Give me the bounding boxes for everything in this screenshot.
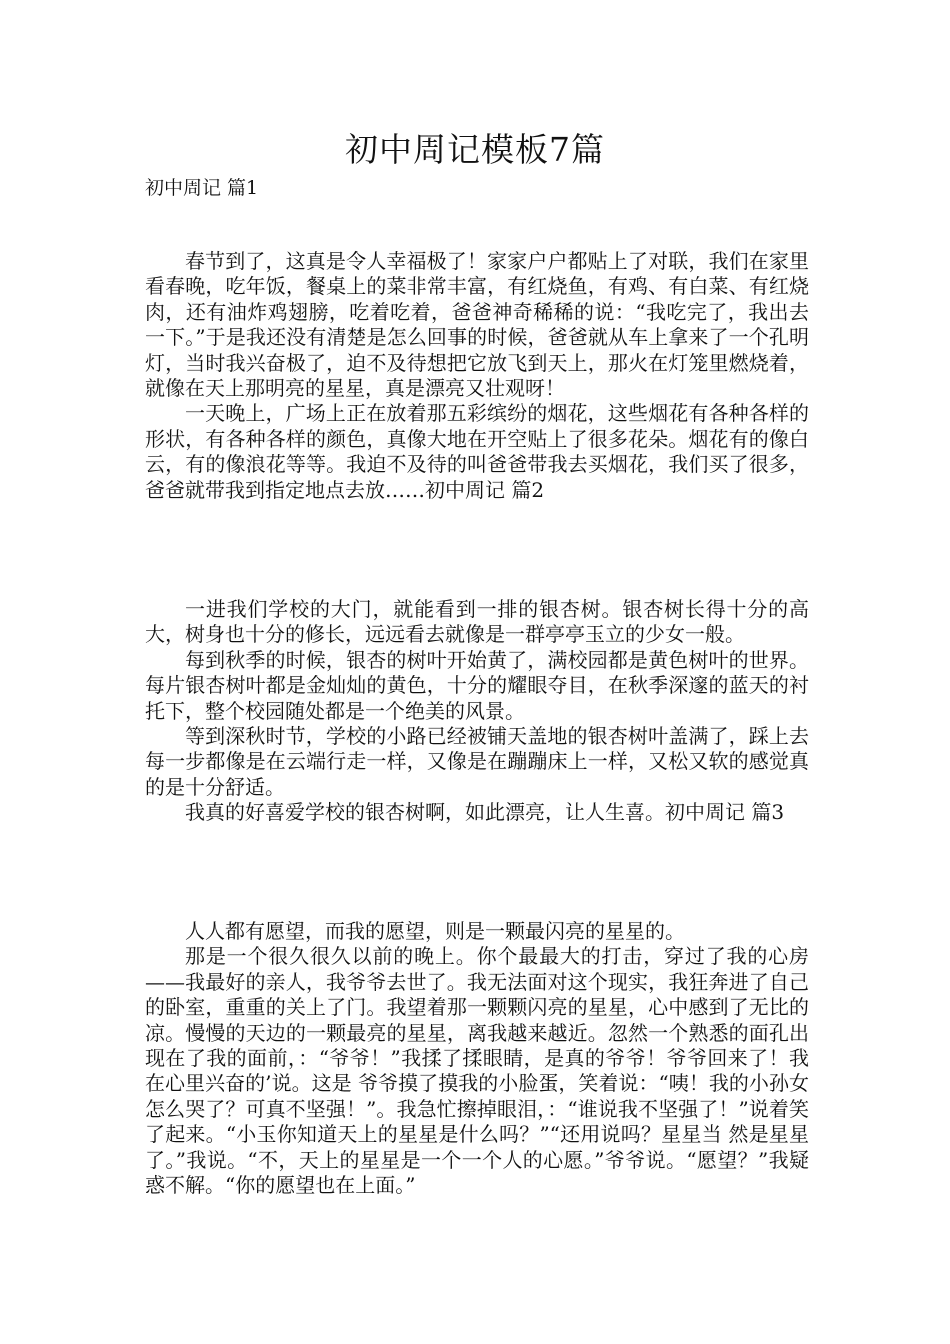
paragraph: 一天晚上，广场上正在放着那五彩缤纷的烟花，这些烟花有各种各样的形状，有各种各样的颜色，真像大地在开空贴上了很多花朵。烟花有的像白云，有的像浪花等等。我迫不及待的叫爸爸带我去买烟花，我们买了很多，爸爸就带我到指定地点去放……初中周记 篇2: [145, 401, 809, 502]
paragraph: 那是一个很久很久以前的晚上。你个最最大的打击，穿过了我的心房——我最好的亲人，我爷爷去世了。我无法面对这个现实，我狂奔进了自己的卧室，重重的关上了门。我望着那一颗颗闪亮的星星，心中感到了无比的凉。慢慢的天边的一颗最亮的星星，离我越来越近。忽然一个熟悉的面孔出现在了我的面前，：“爷爷！”我揉了揉眼睛，是真的爷爷！爷爷回来了！我在心里兴奋的’说。这是 爷爷摸了摸我的小脸蛋，笑着说：“咦！我的小孙女怎么哭了？可真不坚强！”。我急忙擦掉眼泪，：“谁说我不坚强了！”说着笑了起来。“小玉你知道天上的星星是什么吗？”“还用说吗？星星当 然是星星了。”我说。“不，天上的星星是一个一个人的心愿。”爷爷说。“愿望？”我疑惑不解。“你的愿望也在上面。”: [145, 944, 809, 1198]
paragraph: 每到秋季的时候，银杏的树叶开始黄了，满校园都是黄色树叶的世界。每片银杏树叶都是金灿灿的黄色，十分的耀眼夺目，在秋季深邃的蓝天的衬托下，整个校园随处都是一个绝美的风景。: [145, 647, 809, 723]
paragraph: 一进我们学校的大门，就能看到一排的银杏树。银杏树长得十分的高大，树身也十分的修长，远远看去就像是一群亭亭玉立的少女一般。: [145, 597, 809, 647]
paragraph: 等到深秋时节，学校的小路已经被铺天盖地的银杏树叶盖满了，踩上去每一步都像是在云端行走一样，又像是在蹦蹦床上一样，又松又软的感觉真的是十分舒适。: [145, 724, 809, 799]
paragraph: 人人都有愿望，而我的愿望，则是一颗最闪亮的星星的。: [185, 919, 685, 943]
section-3-body: [145, 919, 809, 1198]
document-title: 初中周记模板7篇: [345, 130, 605, 169]
section-heading-1: 初中周记 篇1: [145, 177, 259, 199]
paragraph: 春节到了，这真是令人幸福极了！家家户户都贴上了对联，我们在家里看春晚，吃年饭，餐桌上的菜非常丰富，有红烧鱼，有鸡、有白菜、有红烧肉，还有油炸鸡翅膀，吃着吃着，爸爸神奇稀稀的说：“我吃完了，我出去一下。”于是我还没有清楚是怎么回事的时候，爸爸就从车上拿来了一个孔明灯，当时我兴奋极了，迫不及待想把它放飞到天上，那火在灯笼里燃烧着，就像在天上那明亮的星星，真是漂亮又壮观呀！: [145, 249, 809, 401]
section-2-body: [145, 597, 809, 826]
section-1-body: [145, 249, 809, 503]
paragraph: 我真的好喜爱学校的银杏树啊，如此漂亮，让人生喜。初中周记 篇3: [185, 800, 785, 825]
